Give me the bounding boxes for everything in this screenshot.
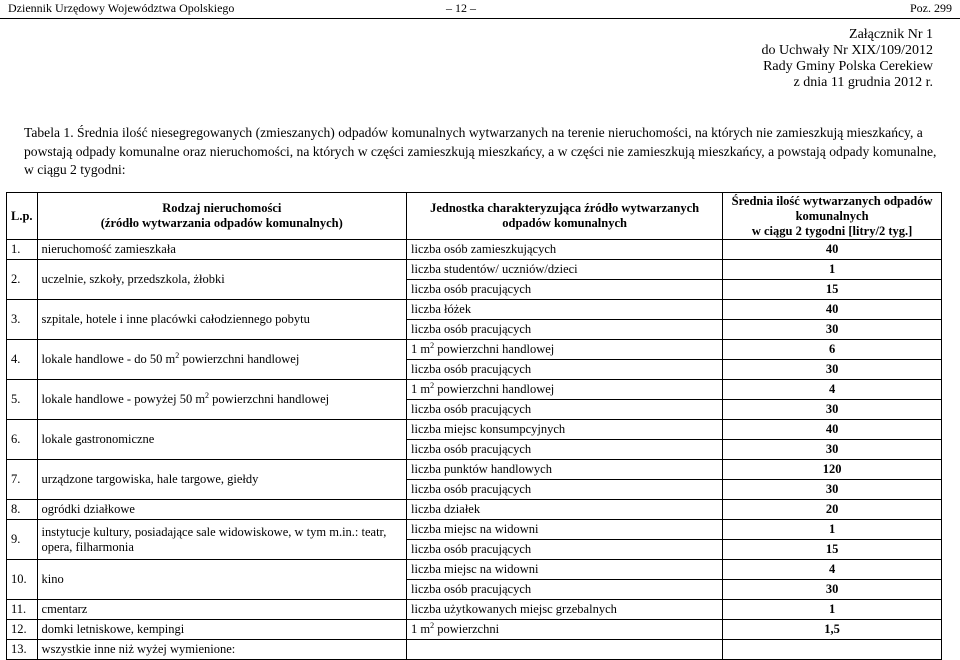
table-row — [7, 260, 942, 280]
table-row — [7, 520, 942, 540]
cell-property-type — [37, 340, 407, 380]
unit-text: liczba osób zamieszkujących — [411, 242, 557, 256]
header-property-type — [37, 193, 407, 240]
header-text: (źródło wytwarzania odpadów komunalnych) — [100, 216, 343, 230]
property-type-text: uczelnie, szkoły, przedszkola, żłobki — [41, 272, 225, 286]
property-type-text: nieruchomość zamieszkała — [41, 242, 176, 256]
unit-text: liczba miejsc na widowni — [411, 562, 539, 576]
cell-average-value: 30 — [723, 440, 942, 460]
cell-property-type — [37, 260, 407, 300]
cell-lp: 11. — [7, 600, 38, 620]
cell-lp: 4. — [7, 340, 38, 380]
cell-unit — [407, 500, 723, 520]
cell-average-value: 30 — [723, 480, 942, 500]
cell-lp: 12. — [7, 620, 38, 640]
header-text: komunalnych — [795, 208, 869, 223]
cell-average-value: 30 — [723, 320, 942, 340]
cell-property-type — [37, 420, 407, 460]
header-unit — [407, 193, 723, 240]
table-row — [7, 420, 942, 440]
superscript: 2 — [430, 340, 435, 350]
cell-unit — [407, 520, 723, 540]
table-header-row — [7, 193, 942, 240]
cell-average-value: 40 — [723, 240, 942, 260]
cell-lp: 2. — [7, 260, 38, 300]
header-average — [723, 193, 942, 240]
cell-unit — [407, 420, 723, 440]
cell-average-value: 120 — [723, 460, 942, 480]
superscript: 2 — [430, 380, 435, 390]
property-type-text: lokale gastronomiczne — [41, 432, 155, 446]
property-type-text: domki letniskowe, kempingi — [41, 622, 185, 636]
attachment-line: Załącznik Nr 1 — [849, 27, 933, 42]
cell-unit — [407, 360, 723, 380]
attachment-line: Rady Gminy Polska Cerekiew — [763, 59, 933, 74]
cell-lp: 1. — [7, 240, 38, 260]
unit-text: liczba studentów/ uczniów/dzieci — [411, 262, 578, 276]
cell-lp: 7. — [7, 460, 38, 500]
cell-lp: 6. — [7, 420, 38, 460]
table-caption: Tabela 1. Średnia ilość niesegregowanych (zmieszanych) odpadów komunalnych wytwarzanych na terenie nieruchomości, na których nie zamieszkują mieszkańcy, a powstają odpady komunalne oraz nieruchomości, na których w części zamieszkują mieszkańcy, a w części nie zamieszkują mieszkańcy, a powstają odpady komunalne, w ciągu 2 tygodni: — [24, 125, 937, 177]
unit-text: liczba punktów handlowych — [411, 462, 552, 476]
header-text: w ciągu 2 tygodni [litry/2 tyg.] — [751, 223, 913, 238]
header-lp: L.p. — [7, 193, 38, 240]
unit-text: powierzchni handlowej — [434, 342, 555, 356]
unit-text: 1 m — [411, 382, 431, 396]
cell-property-type — [37, 560, 407, 600]
cell-unit — [407, 440, 723, 460]
property-type-text: lokale handlowe - do 50 m — [41, 352, 176, 366]
attachment-line: z dnia 11 grudnia 2012 r. — [793, 75, 933, 90]
cell-average-value: 30 — [723, 360, 942, 380]
table-row — [7, 380, 942, 400]
cell-lp: 13. — [7, 640, 38, 660]
unit-text: 1 m — [411, 342, 431, 356]
unit-text: liczba osób pracujących — [411, 582, 532, 596]
cell-unit — [407, 460, 723, 480]
cell-unit — [407, 260, 723, 280]
cell-property-type — [37, 240, 407, 260]
cell-property-type — [37, 520, 407, 560]
header-text: Jednostka charakteryzująca źródło wytwarzanych — [430, 201, 700, 215]
table-row — [7, 340, 942, 360]
cell-unit — [407, 340, 723, 360]
unit-text: liczba łóżek — [411, 302, 472, 316]
property-type-text: lokale handlowe - powyżej 50 m — [41, 392, 206, 406]
position-number: Poz. 299 — [910, 1, 952, 15]
cell-average-value: 15 — [723, 540, 942, 560]
property-type-text: cmentarz — [41, 602, 88, 616]
cell-unit — [407, 620, 723, 640]
property-type-text: powierzchni handlowej — [209, 392, 330, 406]
unit-text: powierzchni — [434, 622, 500, 636]
table-row — [7, 240, 942, 260]
header-text: odpadów komunalnych — [502, 216, 627, 230]
cell-property-type — [37, 460, 407, 500]
table-row — [7, 460, 942, 480]
cell-unit — [407, 380, 723, 400]
page-number: – 12 – — [446, 1, 476, 15]
cell-average-value: 1 — [723, 520, 942, 540]
cell-average-value: 1 — [723, 600, 942, 620]
unit-text: liczba osób pracujących — [411, 322, 532, 336]
cell-unit — [407, 240, 723, 260]
table-row — [7, 620, 942, 640]
unit-text: liczba osób pracujących — [411, 442, 532, 456]
cell-average-value: 1,5 — [723, 620, 942, 640]
unit-text: liczba miejsc konsumpcyjnych — [411, 422, 566, 436]
cell-average-value — [723, 640, 942, 660]
property-type-text: urządzone targowiska, hale targowe, giełdy — [41, 472, 259, 486]
header-text: Średnia ilość wytwarzanych odpadów — [731, 193, 933, 208]
table-row — [7, 600, 942, 620]
cell-property-type — [37, 380, 407, 420]
property-type-text: kino — [41, 572, 64, 586]
cell-unit — [407, 300, 723, 320]
cell-average-value: 4 — [723, 560, 942, 580]
cell-average-value: 40 — [723, 300, 942, 320]
cell-unit — [407, 640, 723, 660]
cell-average-value: 20 — [723, 500, 942, 520]
attachment-line: do Uchwały Nr XIX/109/2012 — [761, 43, 933, 58]
unit-text: liczba miejsc na widowni — [411, 522, 539, 536]
header-divider — [0, 18, 960, 19]
cell-property-type — [37, 500, 407, 520]
cell-lp: 10. — [7, 560, 38, 600]
waste-table — [6, 192, 942, 660]
unit-text: powierzchni handlowej — [434, 382, 555, 396]
table-row — [7, 640, 942, 660]
property-type-text: szpitale, hotele i inne placówki całodziennego pobytu — [41, 312, 310, 326]
cell-average-value: 40 — [723, 420, 942, 440]
unit-text: liczba osób pracujących — [411, 282, 532, 296]
property-type-text: ogródki działkowe — [41, 502, 135, 516]
cell-average-value: 15 — [723, 280, 942, 300]
unit-text: 1 m — [411, 622, 431, 636]
cell-lp: 8. — [7, 500, 38, 520]
cell-unit — [407, 480, 723, 500]
unit-text: liczba osób pracujących — [411, 482, 532, 496]
cell-average-value: 30 — [723, 580, 942, 600]
cell-average-value: 1 — [723, 260, 942, 280]
property-type-text: instytucje kultury, posiadające sale widowiskowe, w tym m.in.: teatr, opera, filharmonia — [41, 524, 387, 554]
cell-property-type — [37, 600, 407, 620]
cell-unit — [407, 580, 723, 600]
running-header — [0, 0, 960, 20]
cell-property-type — [37, 300, 407, 340]
table-row — [7, 500, 942, 520]
cell-property-type — [37, 640, 407, 660]
cell-average-value: 30 — [723, 400, 942, 420]
property-type-text: powierzchni handlowej — [179, 352, 300, 366]
superscript: 2 — [205, 390, 210, 400]
cell-property-type — [37, 620, 407, 640]
cell-lp: 5. — [7, 380, 38, 420]
unit-text: liczba osób pracujących — [411, 542, 532, 556]
cell-lp: 9. — [7, 520, 38, 560]
table-body — [7, 240, 942, 660]
unit-text: liczba osób pracujących — [411, 362, 532, 376]
cell-unit — [407, 280, 723, 300]
cell-unit — [407, 560, 723, 580]
cell-unit — [407, 600, 723, 620]
header-text: Rodzaj nieruchomości — [162, 201, 282, 215]
table-row — [7, 300, 942, 320]
cell-average-value: 6 — [723, 340, 942, 360]
table-row — [7, 560, 942, 580]
journal-title: Dziennik Urzędowy Województwa Opolskiego — [8, 1, 235, 15]
attachment-block — [762, 27, 933, 91]
cell-unit — [407, 540, 723, 560]
cell-unit — [407, 400, 723, 420]
property-type-text: wszystkie inne niż wyżej wymienione: — [41, 642, 236, 656]
unit-text: liczba działek — [411, 502, 481, 516]
cell-unit — [407, 320, 723, 340]
unit-text: liczba użytkowanych miejsc grzebalnych — [411, 602, 617, 616]
unit-text: liczba osób pracujących — [411, 402, 532, 416]
cell-lp: 3. — [7, 300, 38, 340]
superscript: 2 — [175, 350, 180, 360]
cell-average-value: 4 — [723, 380, 942, 400]
superscript: 2 — [430, 620, 435, 630]
